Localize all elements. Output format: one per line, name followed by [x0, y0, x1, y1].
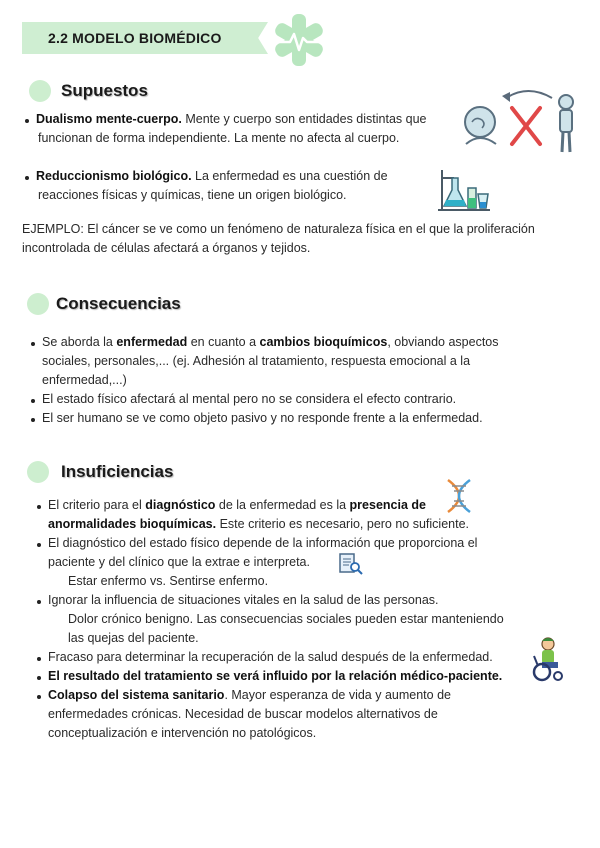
- bullet: [37, 695, 41, 699]
- insuficiencias-item-5: El resultado del tratamiento se verá influido por la relación médico-paciente.: [48, 669, 503, 683]
- section-title-consecuencias: Consecuencias: [56, 294, 181, 313]
- lab-flasks-icon: [436, 166, 492, 214]
- mind-body-icon: [458, 86, 582, 158]
- dna-icon: [444, 478, 474, 514]
- section-title-insuficiencias: Insuficiencias: [61, 462, 174, 481]
- section-marker: [27, 293, 49, 315]
- supuestos-item-dualismo: Dualismo mente-cuerpo. Mente y cuerpo son entidades distintas que funcionan de forma independiente. La mente no afecta al cuerpo.: [36, 112, 427, 145]
- page-title: 2.2 MODELO BIOMÉDICO: [48, 30, 222, 46]
- medical-star-icon: [270, 12, 328, 68]
- supuestos-item-reduccionismo: Reduccionismo biológico. La enfermedad es una cuestión de reacciones físicas y químicas, tiene un origen biológico.: [36, 169, 388, 202]
- insuficiencias-item-6: Colapso del sistema sanitario. Mayor esperanza de vida y aumento de enfermedades crónicas. Necesidad de buscar modelos alternativos de conceptualización e intervención no patológicos.: [48, 688, 451, 740]
- bullet: [37, 657, 41, 661]
- bullet: [37, 600, 41, 604]
- insuficiencias-item-2: El diagnóstico del estado físico depende de la información que proporciona el paciente y del clínico que la extrae e interpreta. Estar enfermo vs. Sentirse enfermo.: [48, 536, 478, 588]
- insuficiencias-item-1: El criterio para el diagnóstico de la enfermedad es la presencia de anormalidades bioquímicas. Este criterio es necesario, pero no suficiente.: [48, 498, 470, 531]
- bullet: [37, 543, 41, 547]
- bullet: [25, 176, 29, 180]
- consecuencias-item-3: El ser humano se ve como objeto pasivo y no responde frente a la enfermedad.: [42, 411, 483, 425]
- consecuencias-item-1: Se aborda la enfermedad en cuanto a cambios bioquímicos, obviando aspectos sociales, personales,... (ej. Adhesión al tratamiento, respuesta emocional a la enfermedad,...): [42, 335, 499, 387]
- consecuencias-item-2: El estado físico afectará al mental pero no se considera el efecto contrario.: [42, 392, 457, 406]
- bullet: [37, 676, 41, 680]
- bullet: [25, 119, 29, 123]
- bullet: [31, 418, 35, 422]
- insuficiencias-item-4: Fracaso para determinar la recuperación de la salud después de la enfermedad.: [48, 650, 493, 664]
- bullet: [31, 342, 35, 346]
- section-marker: [29, 80, 51, 102]
- supuestos-example: EJEMPLO: El cáncer se ve como un fenómeno de naturaleza física en el que la proliferación incontrolada de células afectará a órganos y tejidos.: [22, 222, 535, 255]
- section-title-supuestos: Supuestos: [61, 81, 148, 100]
- document-search-icon: [338, 552, 364, 576]
- section-marker: [27, 461, 49, 483]
- wheelchair-patient-icon: [528, 636, 564, 682]
- insuficiencias-item-3: Ignorar la influencia de situaciones vitales en la salud de las personas. Dolor crónico benigno. Las consecuencias sociales pueden estar manteniendo las quejas del paciente.: [48, 593, 504, 645]
- bullet: [31, 399, 35, 403]
- bullet: [37, 505, 41, 509]
